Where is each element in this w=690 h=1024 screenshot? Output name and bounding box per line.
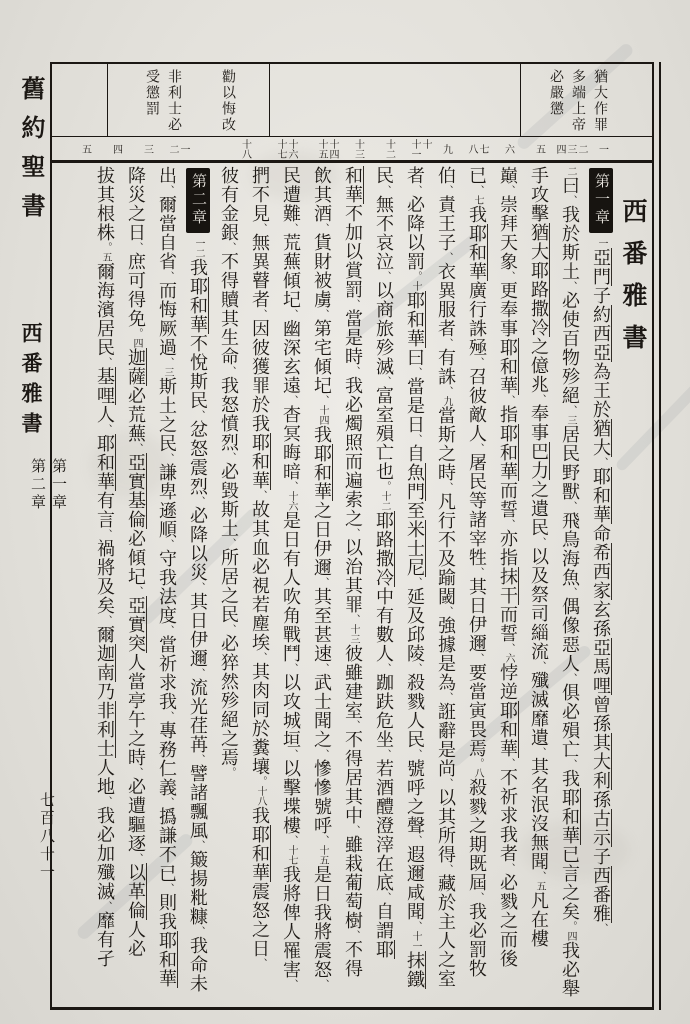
punctuation: 、 <box>348 614 359 624</box>
punctuation: 、 <box>503 519 514 529</box>
punctuation: 、 <box>472 567 483 577</box>
verse-ruler-cell <box>193 137 224 160</box>
punctuation: 、 <box>286 223 297 233</box>
verse-ruler-cell <box>554 137 586 160</box>
punctuation: 、 <box>441 606 452 616</box>
outer-margin <box>0 0 66 1024</box>
punctuation: 、 <box>472 443 483 453</box>
punctuation: 、 <box>441 864 452 874</box>
proper-noun: 耶和華 <box>250 825 270 882</box>
verse-ruler-cell <box>492 137 523 160</box>
verse-number: 十八 <box>239 138 251 159</box>
proper-noun: 耶和華 <box>188 277 208 334</box>
punctuation: 、 <box>131 853 142 863</box>
verse-ruler-cell <box>162 137 193 160</box>
punctuation: 、 <box>162 711 173 721</box>
annotation-band <box>52 64 652 137</box>
punctuation: 、 <box>162 185 173 195</box>
punctuation: 、 <box>565 405 576 415</box>
verse-number-inline: 六 <box>503 653 514 663</box>
punctuation: 、 <box>534 661 545 671</box>
verse-number: 十一 <box>409 138 420 159</box>
punctuation: 、 <box>503 185 514 195</box>
book-title-margin: 西番雅書 <box>19 322 43 442</box>
punctuation: 、 <box>100 901 111 911</box>
punctuation: 、 <box>472 185 483 195</box>
punctuation: 、 <box>472 892 483 902</box>
text-column: 第二章一二我耶和華不悅斯民、忿怒震烈、必降以災、其日伊邇、流光荏苒、譬諸飄風、簸揚粃糠、我命未 <box>183 166 214 1007</box>
text-column: 者、必降以罰。十耶和華曰、當是日、自魚門至米士尼、延及邱陵、殺戮人民、號呼之聲、遐邇咸聞、十一抹鐵 <box>405 166 425 989</box>
punctuation: 、 <box>441 692 452 702</box>
text-column: 和華不加以賞罰、當是時、我必燭照而遍索之、以治其罪、十三彼雖建室、不得居其中、雖栽葡萄樹、不得 <box>343 166 363 978</box>
verse-number-inline: 十一 <box>410 931 421 951</box>
verse-ruler-cell <box>69 137 100 160</box>
proper-noun: 亞實突 <box>126 596 146 653</box>
punctuation: 、 <box>565 195 576 205</box>
text-column: 民、無不哀泣、以商旅殄滅、富室殞亡也。十二耶路撒冷中有數人、跏趺危坐、若酒醴澄滓在底、自謂耶 <box>374 166 394 959</box>
punctuation: 、 <box>193 840 204 850</box>
punctuation: 、 <box>379 185 390 195</box>
text-column: 已、七我耶和華廣行誅殛、召彼敵人、屠民等諸宰牲、其日伊邇、要當寅畏焉。八殺戮之期既屆、我必罰牧 <box>467 166 487 978</box>
punctuation: 、 <box>286 663 297 673</box>
punctuation: 、 <box>224 366 235 376</box>
punctuation: 、 <box>410 921 421 931</box>
chapter-first-label: 第一章 <box>50 458 66 512</box>
verse-number: 四 <box>554 143 565 154</box>
annotation-divider <box>269 64 270 136</box>
punctuation: 、 <box>224 624 235 634</box>
punctuation: 、 <box>131 767 142 777</box>
proper-noun: 迦南 <box>95 644 115 682</box>
text-frame <box>50 62 654 1010</box>
text-column: 民遭難、荒蕪傾圮、幽深玄遠、杳冥晦暗、十六是日有人吹角戰鬥、以攻城垣、以擊堞樓、十七我將俾人罹害、 <box>281 166 301 989</box>
verse-ruler-cell <box>131 137 162 160</box>
punctuation: 、 <box>410 835 421 845</box>
punctuation: 、 <box>100 529 111 539</box>
punctuation: 。 <box>379 481 390 491</box>
punctuation: 、 <box>162 797 173 807</box>
punctuation: 、 <box>224 538 235 548</box>
punctuation: 、 <box>472 357 483 367</box>
punctuation: 、 <box>503 271 514 281</box>
proper-noun: 耶和華 <box>405 291 425 348</box>
punctuation: 、 <box>255 309 266 319</box>
annotation-line: 多端上帝 <box>570 69 585 133</box>
text-column: 二曰、我於斯土、必使百物殄絕、三居民野獸、飛鳥海魚、偶像惡人、俱必殞亡、我耶和華已言之矣。四我必舉 <box>560 166 580 998</box>
punctuation: 、 <box>534 537 545 547</box>
chapter-heading: 第二章 <box>186 168 210 233</box>
punctuation: 、 <box>255 223 266 233</box>
punctuation: 、 <box>193 926 204 936</box>
punctuation: 、 <box>348 720 359 730</box>
punctuation: 、 <box>100 424 111 434</box>
verse-ruler-cell <box>296 137 337 160</box>
punctuation: 、 <box>503 863 514 873</box>
annotation-line: 必嚴懲 <box>548 69 563 117</box>
punctuation: 、 <box>193 754 204 764</box>
punctuation: 、 <box>441 778 452 788</box>
punctuation: 、 <box>286 749 297 759</box>
text-column: 降災之日、庶可得免。四迦薩必荒蕪、亞實基倫必傾圮、亞實突人當亭午之時、必遭驅逐、以革倫人必 <box>126 166 146 958</box>
verse-number-inline: 四 <box>565 931 576 941</box>
punctuation: 、 <box>348 930 359 940</box>
verse-number: 二 <box>167 143 178 154</box>
proper-noun: 抹鐵 <box>405 951 425 989</box>
punctuation: 、 <box>348 299 359 309</box>
punctuation: 、 <box>565 281 576 291</box>
book-title-column: 西番雅書 <box>619 198 646 366</box>
punctuation: 、 <box>534 394 545 404</box>
punctuation: 、 <box>193 496 204 506</box>
punctuation: 、 <box>162 625 173 635</box>
verse-number-inline: 十 <box>410 281 421 291</box>
proper-noun: 抹干 <box>498 567 518 605</box>
punctuation: 、 <box>286 309 297 319</box>
verse-ruler-cell <box>100 137 131 160</box>
verse-ruler-cell <box>617 137 648 160</box>
punctuation: 、 <box>131 586 142 596</box>
proper-noun: 耶和華 <box>95 434 115 491</box>
punctuation: 、 <box>441 185 452 195</box>
annotation-line: 勸以悔改 <box>220 69 235 133</box>
punctuation: 、 <box>162 883 173 893</box>
punctuation: 。 <box>255 776 266 786</box>
verse-number-inline: 二 <box>565 166 576 176</box>
punctuation: 、 <box>472 653 483 663</box>
punctuation: 、 <box>317 835 328 845</box>
punctuation: 、 <box>441 252 452 262</box>
proper-noun: 耶和華 <box>467 224 487 281</box>
verse-number: 一 <box>596 143 608 154</box>
body-text <box>52 166 652 1007</box>
punctuation: 、 <box>255 652 266 662</box>
annotation-line: 猶大作罪 <box>592 69 607 133</box>
proper-noun: 耶路撒冷 <box>529 261 549 337</box>
punctuation: 、 <box>534 747 545 757</box>
verse-number-inline: 一 <box>596 238 607 248</box>
verse-number-inline: 五 <box>534 881 545 891</box>
punctuation: 、 <box>100 796 111 806</box>
punctuation: 、 <box>193 582 204 592</box>
punctuation: 、 <box>162 357 173 367</box>
verse-number: 三 <box>141 143 153 154</box>
proper-noun: 耶路撒冷 <box>374 511 394 587</box>
verse-number-inline: 十二 <box>379 491 390 511</box>
punctuation: 、 <box>503 643 514 653</box>
punctuation: 、 <box>565 501 576 511</box>
verse-number-inline: 八 <box>472 768 483 778</box>
punctuation: 、 <box>410 185 421 195</box>
punctuation: 、 <box>131 242 142 252</box>
verse-number: 七 <box>477 143 488 154</box>
verse-number-row <box>52 137 652 163</box>
punctuation: 、 <box>379 892 390 902</box>
verse-number-inline: 十七 <box>286 845 297 865</box>
punctuation: 、 <box>379 376 390 386</box>
punctuation: 、 <box>565 587 576 597</box>
punctuation: 、 <box>503 758 514 768</box>
punctuation: 、 <box>255 490 266 500</box>
text-column: 拔其根株。五爾海濱居民、基哩人、耶和華有言、禍將及矣、爾迦南乃非利士人地、我必加殲滅、靡有孑 <box>95 166 115 968</box>
verse-number: 十五 <box>316 138 327 159</box>
punctuation: 、 <box>317 223 328 233</box>
punctuation: 、 <box>162 539 173 549</box>
annotation-philistines <box>58 69 182 133</box>
annotation-judah <box>411 69 608 133</box>
verse-number-inline: 十六 <box>286 491 297 511</box>
punctuation: 、 <box>317 979 328 989</box>
proper-noun: 猶大 <box>591 419 611 457</box>
proper-noun: 亞馬哩 <box>591 638 611 695</box>
proper-noun: 魚門 <box>405 463 425 501</box>
punctuation: 、 <box>379 663 390 673</box>
punctuation: 、 <box>503 395 514 405</box>
proper-noun: 耶和華 <box>498 701 518 758</box>
verse-ruler-cell <box>586 137 617 160</box>
punctuation: 、 <box>317 309 328 319</box>
verse-number: 二 <box>576 143 587 154</box>
proper-noun: 耶 <box>374 940 394 959</box>
text-column: 巔、崇拜天象、更奉事耶和華、指耶和華而誓、亦指抹干而誓、六悖逆耶和華、不祈求我者、必戮之而後 <box>498 166 518 968</box>
verse-number: 十三 <box>352 138 364 159</box>
verse-number-inline: 十八 <box>255 786 266 806</box>
proper-noun: 非利士 <box>95 701 115 758</box>
verse-ruler-cell <box>368 137 399 160</box>
punctuation: 、 <box>286 979 297 989</box>
verse-number: 四 <box>110 143 122 154</box>
punctuation: 、 <box>565 673 576 683</box>
proper-noun: 亞門 <box>591 248 611 286</box>
proper-noun: 基哩 <box>95 367 115 405</box>
verse-number: 十四 <box>327 138 338 159</box>
verse-number-inline: 十四 <box>317 405 328 425</box>
punctuation: 。 <box>131 328 142 338</box>
verse-ruler-cell <box>430 137 461 160</box>
verse-number: 八 <box>466 143 477 154</box>
punctuation: 、 <box>565 759 576 769</box>
punctuation: 、 <box>100 357 111 367</box>
punctuation: 、 <box>162 453 173 463</box>
punctuation: 、 <box>348 825 359 835</box>
verse-ruler-cell <box>224 137 255 160</box>
punctuation: 、 <box>100 615 111 625</box>
punctuation: 、 <box>596 457 607 467</box>
proper-noun: 耶和華 <box>560 788 580 845</box>
punctuation: 、 <box>441 482 452 492</box>
proper-noun: 亞實基倫 <box>126 453 146 529</box>
verse-number-inline: 四 <box>131 338 142 348</box>
punctuation: 、 <box>131 443 142 453</box>
chapter-second-label: 第二章 <box>29 458 45 512</box>
verse-number: 五 <box>79 143 91 154</box>
punctuation: 、 <box>317 577 328 587</box>
proper-noun: 和華 <box>343 166 363 204</box>
punctuation: 、 <box>286 481 297 491</box>
verse-number: 九 <box>440 143 452 154</box>
punctuation: 。 <box>100 242 111 252</box>
punctuation: 、 <box>317 663 328 673</box>
punctuation: 。 <box>410 271 421 281</box>
verse-number: 三 <box>565 143 576 154</box>
text-column: 捫不見、無異瞽者、因彼獲罪於我耶和華、故其血必視若塵埃、其肉同於糞壤。十八我耶和華震怒之日、 <box>250 166 270 968</box>
page-number: 七百八十一 <box>38 792 54 882</box>
punctuation: 、 <box>410 434 421 444</box>
verse-number: 十二 <box>383 138 395 159</box>
punctuation: 、 <box>286 395 297 405</box>
proper-noun: 耶和華 <box>250 433 270 490</box>
punctuation: 、 <box>224 452 235 462</box>
proper-noun: 耶和華 <box>498 338 518 395</box>
proper-noun: 西番雅 <box>591 866 611 923</box>
verse-ruler-cell <box>461 137 492 160</box>
punctuation: 、 <box>348 366 359 376</box>
punctuation: 、 <box>410 367 421 377</box>
text-column: 伯、責王子、衣異服者、有誅、九當斯之時、凡行不及踰閾、強據是為、誑辭是尚、以其所得、藏於主人之室 <box>436 166 456 988</box>
punctuation: 、 <box>441 386 452 396</box>
verse-number-inline: 七 <box>472 195 483 205</box>
proper-noun: 耶和華 <box>157 931 177 988</box>
proper-noun: 約西亞 <box>591 305 611 362</box>
series-title: 舊約聖書 <box>17 76 43 232</box>
verse-ruler-cell <box>255 137 296 160</box>
punctuation: 、 <box>224 242 235 252</box>
annotation-line: 受懲罰 <box>144 69 159 117</box>
punctuation: 、 <box>286 835 297 845</box>
punctuation: 、 <box>162 271 173 281</box>
verse-number: 一 <box>178 143 189 154</box>
punctuation: 、 <box>348 528 359 538</box>
punctuation: 、 <box>534 871 545 881</box>
proper-noun: 希西家 <box>591 543 611 600</box>
proper-noun: 耶和華 <box>498 424 518 481</box>
proper-noun: 古示 <box>591 809 611 847</box>
verse-number: 十 <box>420 138 431 149</box>
proper-noun: 猶大 <box>529 223 549 261</box>
punctuation: 。 <box>472 758 483 768</box>
punctuation: 、 <box>317 395 328 405</box>
verse-ruler-cell <box>337 137 368 160</box>
proper-noun: 以革倫 <box>126 863 146 920</box>
punctuation: 、 <box>255 958 266 968</box>
verse-number: 十七 <box>275 138 286 159</box>
punctuation: 、 <box>193 410 204 420</box>
proper-noun: 耶和華 <box>312 444 332 501</box>
punctuation: 、 <box>379 271 390 281</box>
verse-number-inline: 三 <box>162 367 173 377</box>
punctuation: 、 <box>193 668 204 678</box>
verse-number: 五 <box>533 143 545 154</box>
verse-number-inline: 三 <box>565 415 576 425</box>
proper-noun: 巴力 <box>529 442 549 480</box>
text-column: 手攻擊猶大耶路撒冷之億兆、奉事巴力之遺民、以及祭司緇流、殲滅靡遺、其名泯沒無聞、五凡在樓 <box>529 166 549 948</box>
chapter-heading: 第一章 <box>589 168 613 233</box>
proper-noun: 米士尼 <box>405 520 425 577</box>
punctuation: 、 <box>379 749 390 759</box>
verse-number: 十六 <box>286 138 297 159</box>
verse-number-inline: 十三 <box>348 624 359 644</box>
verse-number-inline: 九 <box>441 396 452 406</box>
verse-number-inline: 一二 <box>193 238 204 258</box>
proper-noun: 迦薩 <box>126 348 146 386</box>
punctuation: 、 <box>410 577 421 587</box>
punctuation: 、 <box>410 749 421 759</box>
text-column: 出、爾當自省、而悔厥過、三斯土之民、謙卑遜順、守我法度、當祈求我、專務仁義、撝謙不已、則我耶和華 <box>157 166 177 988</box>
punctuation: 、 <box>441 338 452 348</box>
verse-ruler-cell <box>399 137 430 160</box>
punctuation: 、 <box>317 749 328 759</box>
verse-number: 六 <box>502 143 514 154</box>
proper-noun: 耶和華 <box>591 467 611 524</box>
punctuation: 、 <box>596 923 607 933</box>
text-column: 第一章一亞門子約西亞為王於猶大、耶和華命希西家玄孫亞馬哩曾孫其大利孫古示子西番雅、 <box>586 166 617 1007</box>
annotation-line: 非利士必 <box>166 69 181 133</box>
verse-number-inline: 十五 <box>317 845 328 865</box>
punctuation: 。 <box>224 767 235 777</box>
text-column: 飲其酒、貨財被虜、第宅傾圮、十四我耶和華之日伊邇、其至甚速、武士聞之、慘慘號呼、十五是日我將震怒、 <box>312 166 332 989</box>
text-column: 彼有金銀、不得贖其生命、我怒憤烈、必毀斯土、所居之民、必猝然殄絕之焉。 <box>219 166 239 777</box>
proper-noun: 其大利 <box>591 733 611 790</box>
punctuation: 、 <box>410 663 421 673</box>
punctuation: 。 <box>565 921 576 931</box>
verse-ruler-cell <box>523 137 554 160</box>
verse-number-inline: 五 <box>100 252 111 262</box>
